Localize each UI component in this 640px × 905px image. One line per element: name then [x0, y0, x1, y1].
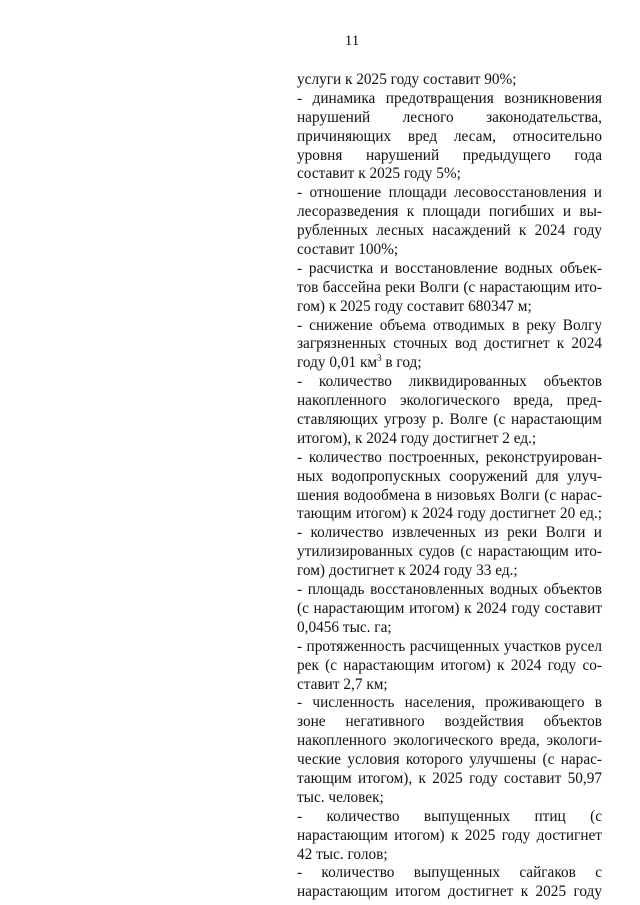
- text-line-content: составит 100%;: [297, 241, 399, 259]
- text-line-content: ческие условия которого улучшены (с нарас-: [297, 751, 602, 769]
- text-line-content: ных водопропускных сооружений для улуч-: [297, 467, 602, 485]
- text-line: [297, 449, 602, 468]
- text-line: [297, 883, 602, 902]
- text-line-content: причиняющих вред лесам, относительно: [297, 127, 602, 145]
- text-line-content: услуги к 2025 году составит 90%;: [297, 71, 517, 88]
- text-line: [297, 241, 602, 260]
- text-line: [297, 619, 602, 638]
- text-line: [297, 373, 602, 392]
- text-line: [297, 317, 602, 336]
- text-line-content: нарастающим итогом) к 2025 году достигнет: [297, 826, 602, 844]
- text-line-content: - площадь восстановленных водных объектов: [297, 581, 602, 599]
- text-line: [297, 411, 602, 430]
- text-line: [297, 90, 602, 109]
- text-line-content: - численность населения, проживающего в: [297, 694, 602, 712]
- text-line: [297, 657, 602, 676]
- text-line-continuation: в год;: [381, 354, 422, 372]
- text-line: [297, 147, 602, 166]
- text-line-content: - протяженность расчищенных участков русел: [297, 637, 602, 655]
- text-line-content: 42 тыс. голов;: [297, 845, 388, 863]
- text-line-content: гом) к 2025 году составит 680347 м;: [297, 297, 532, 315]
- text-line: [297, 676, 602, 695]
- text-line: [297, 846, 602, 865]
- text-line-content: нарушений лесного законодательства,: [297, 108, 602, 126]
- text-line-content: составит к 2025 году 5%;: [297, 165, 461, 183]
- text-line: [297, 864, 602, 883]
- text-line: [297, 260, 602, 279]
- text-line-content: тающим итогом) к 2024 году достигнет 20 ед.;: [297, 505, 602, 523]
- text-line: [297, 335, 602, 354]
- text-line-content: - количество ликвидированных объектов: [297, 373, 602, 391]
- text-line: [297, 128, 602, 147]
- text-line: [297, 279, 602, 298]
- text-line: [297, 600, 602, 619]
- text-line: [297, 222, 602, 241]
- document-text-column: [297, 71, 602, 902]
- text-line-content: нарастающим итогом достигнет к 2025 году: [297, 883, 602, 901]
- text-line: [297, 505, 602, 524]
- text-line-content: уровня нарушений предыдущего года: [297, 146, 602, 164]
- text-line: [297, 184, 602, 203]
- text-line-content: утилизированных судов (с нарастающим ито-: [297, 543, 602, 561]
- text-line-content: лесоразведения к площади погибших и вы-: [297, 203, 602, 221]
- text-line: [297, 638, 602, 657]
- text-line-content: (с нарастающим итогом) к 2024 году составит: [297, 599, 602, 617]
- text-line-content: рек (с нарастающим итогом) к 2024 году со-: [297, 656, 602, 674]
- text-line: [297, 165, 602, 184]
- page-number: 11: [344, 33, 360, 49]
- text-line: [297, 789, 602, 808]
- text-line: [297, 562, 602, 581]
- text-line: [297, 770, 602, 789]
- text-line-content: - количество выпущенных сайгаков с: [297, 864, 602, 882]
- text-line: [297, 487, 602, 506]
- text-line: [297, 109, 602, 128]
- text-line-content: - расчистка и восстановление водных объек-: [297, 259, 602, 277]
- text-line-content: - количество извлеченных из реки Волги и: [297, 524, 602, 542]
- text-line-content: накопленного экологического вреда, экологи-: [297, 732, 602, 750]
- text-line-content: накопленного экологического вреда, пред-: [297, 392, 602, 410]
- text-line-content: - количество выпущенных птиц (с: [297, 807, 602, 825]
- text-line-content: гом) достигнет к 2024 году 33 ед.;: [297, 562, 518, 580]
- text-line: [297, 430, 602, 449]
- text-line-content: рубленных лесных насаждений к 2024 году: [297, 222, 602, 240]
- text-line: [297, 71, 602, 90]
- text-line-content: - снижение объема отводимых в реку Волгу: [297, 316, 602, 334]
- text-line-content: тающим итогом), к 2025 году составит 50,97: [297, 769, 602, 787]
- text-line: [297, 827, 602, 846]
- text-line-content: ставляющих угрозу р. Волге (с нарастающим: [297, 411, 602, 429]
- text-line-content: тыс. человек;: [297, 788, 384, 806]
- text-line-content: 0,0456 тыс. га;: [297, 618, 392, 636]
- text-line: [297, 298, 602, 317]
- text-line: [297, 524, 602, 543]
- text-line: [297, 543, 602, 562]
- text-line: [297, 808, 602, 827]
- text-line-content: загрязненных сточных вод достигнет к 2024: [297, 335, 602, 353]
- text-line-content: - динамика предотвращения возникновения: [297, 89, 602, 107]
- text-line-content: - количество построенных, реконструирован-: [297, 448, 602, 466]
- text-line: [297, 354, 602, 373]
- text-line-content: году 0,01 км: [297, 354, 378, 372]
- text-line-content: ставит 2,7 км;: [297, 675, 388, 693]
- text-line: [297, 713, 602, 732]
- text-line: [297, 468, 602, 487]
- superscript: 3: [377, 353, 382, 364]
- text-line: [297, 203, 602, 222]
- text-line: [297, 732, 602, 751]
- text-line: [297, 392, 602, 411]
- text-line-content: тов бассейна реки Волги (с нарастающим ито-: [297, 278, 602, 296]
- text-line-content: итогом), к 2024 году достигнет 2 ед.;: [297, 429, 537, 447]
- text-line: [297, 751, 602, 770]
- text-line: [297, 694, 602, 713]
- text-line-content: зоне негативного воздействия объектов: [297, 713, 602, 731]
- text-line-content: - отношение площади лесовосстановления и: [297, 184, 602, 202]
- text-line-content: шения водообмена в низовьях Волги (с нарас-: [297, 486, 602, 504]
- text-line: [297, 581, 602, 600]
